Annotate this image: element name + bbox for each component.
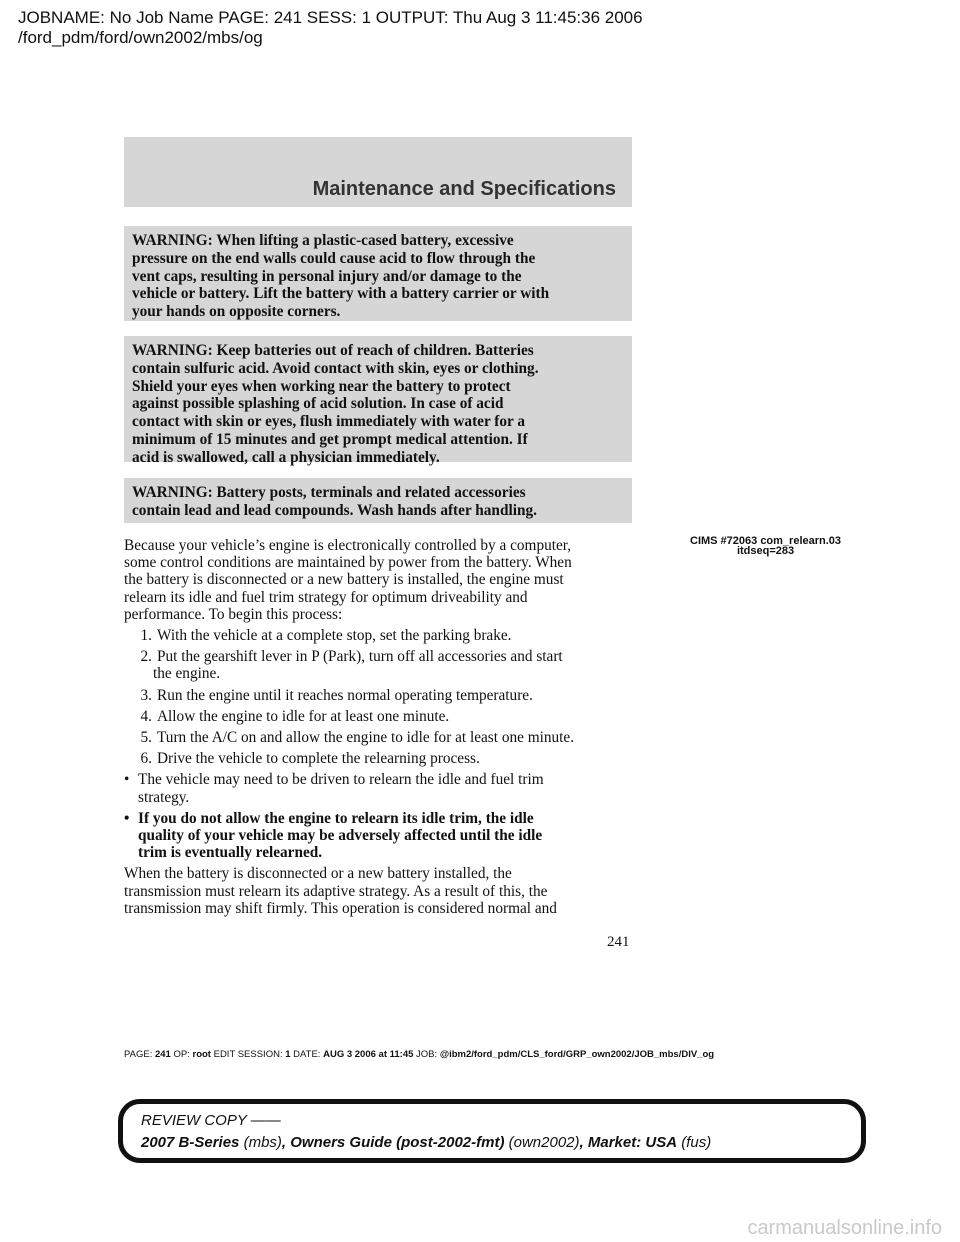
review-market-label: , Market:	[579, 1134, 642, 1151]
bullet-text-cont: quality of your vehicle may be adversely affected until the idle	[138, 827, 543, 845]
cims-line2: itdseq=283	[736, 545, 795, 557]
step-number: 3.	[140, 686, 152, 704]
job-header	[18, 8, 643, 48]
bullet-item	[124, 771, 644, 788]
review-market: USA	[645, 1134, 678, 1151]
review-copy-label: REVIEW COPY ——	[141, 1112, 281, 1129]
intro-line: the battery is disconnected or a new battery is installed, the engine must	[124, 571, 564, 589]
bullet-text-cont: strategy.	[138, 788, 190, 806]
review-model: 2007 B-Series	[141, 1134, 240, 1151]
warning-line: your hands on opposite corners.	[132, 303, 341, 321]
step-number: 5.	[140, 729, 152, 747]
bullet-text-cont: trim is eventually relearned.	[138, 844, 323, 862]
section-header	[124, 137, 632, 207]
warning-line: WARNING: Battery posts, terminals and related accessories	[132, 484, 526, 501]
footer-metadata	[124, 1049, 714, 1060]
footer-op-value: root	[192, 1049, 211, 1060]
step-text: With the vehicle at a complete stop, set the parking brake.	[157, 627, 512, 645]
intro-line: Because your vehicle’s engine is electronically controlled by a computer,	[124, 537, 572, 554]
job-header-line1: JOBNAME: No Job Name PAGE: 241 SESS: 1 OUTPUT: Thu Aug 3 11:45:36 2006	[18, 8, 643, 27]
review-copy-box	[118, 1099, 866, 1163]
step-item	[124, 750, 644, 767]
review-copy-details	[141, 1134, 711, 1151]
closing-line: transmission may shift firmly. This operation is considered normal and	[124, 899, 557, 917]
closing-line: When the battery is disconnected or a new battery installed, the	[124, 865, 512, 883]
step-number: 6.	[140, 750, 152, 768]
warning-line: against possible splashing of acid solution. In case of acid	[132, 395, 504, 413]
warning-line: acid is swallowed, call a physician immediately.	[132, 448, 440, 466]
step-text: Put the gearshift lever in P (Park), turn off all accessories and start	[157, 648, 563, 666]
review-market-code: (fus)	[681, 1134, 712, 1151]
page-number: 241	[607, 934, 630, 950]
bullet-glyph: •	[124, 771, 130, 789]
step-text: Allow the engine to idle for at least one minute.	[157, 707, 450, 725]
warning-line: minimum of 15 minutes and get prompt medical attention. If	[132, 430, 528, 448]
step-number: 4.	[140, 707, 152, 725]
step-number: 1.	[140, 627, 152, 645]
closing-line: transmission must relearn its adaptive strategy. As a result of this, the	[124, 882, 548, 900]
footer-date-label: DATE:	[293, 1049, 321, 1060]
review-guide: Owners Guide (post-2002-fmt)	[290, 1134, 505, 1151]
footer-session-label: EDIT SESSION:	[213, 1049, 283, 1060]
warning-line: vent caps, resulting in personal injury and/or damage to the	[132, 267, 522, 285]
footer-page-value: 241	[154, 1049, 171, 1060]
warning-box-lead	[124, 478, 632, 523]
intro-line: relearn its idle and fuel trim strategy for optimum driveability and	[124, 588, 528, 606]
step-item	[124, 687, 644, 704]
step-number: 2.	[140, 648, 152, 666]
step-item	[124, 648, 644, 665]
warning-box-lifting	[124, 226, 632, 321]
warning-line: WARNING: When lifting a plastic-cased battery, excessive	[132, 232, 514, 249]
body-text	[124, 537, 644, 917]
review-guide-code: (own2002)	[508, 1134, 580, 1151]
warning-line: contain lead and lead compounds. Wash hands after handling.	[132, 501, 537, 519]
warning-line: pressure on the end walls could cause acid to flow through the	[132, 249, 536, 267]
warning-line: contain sulfuric acid. Avoid contact with skin, eyes or clothing.	[132, 359, 539, 377]
step-item	[124, 729, 644, 746]
step-text-cont: the engine.	[153, 665, 221, 683]
bullet-glyph: •	[124, 809, 130, 827]
warning-box-children	[124, 336, 632, 466]
warning-line: Shield your eyes when working near the battery to protect	[132, 377, 511, 395]
footer-job-label: JOB:	[416, 1049, 438, 1060]
warning-line: vehicle or battery. Lift the battery with a battery carrier or with	[132, 285, 550, 303]
cims-line1: CIMS #72063 com_relearn.03	[690, 535, 842, 547]
step-item	[124, 627, 644, 644]
bullet-text: If you do not allow the engine to relearn its idle trim, the idle	[138, 809, 534, 827]
intro-line: some control conditions are maintained by power from the battery. When	[124, 554, 572, 572]
footer-op-label: OP:	[173, 1049, 190, 1060]
job-header-line2: /ford_pdm/ford/own2002/mbs/og	[18, 28, 263, 47]
bullet-text: The vehicle may need to be driven to relearn the idle and fuel trim	[138, 771, 544, 789]
watermark: carmanualsonline.info	[747, 1217, 942, 1239]
step-text: Turn the A/C on and allow the engine to idle for at least one minute.	[157, 729, 575, 747]
bullet-item	[124, 810, 644, 827]
cims-reference	[690, 536, 841, 556]
step-text: Run the engine until it reaches normal operating temperature.	[157, 686, 533, 704]
warning-line: contact with skin or eyes, flush immediately with water for a	[132, 413, 526, 431]
review-model-code: (mbs)	[243, 1134, 282, 1151]
step-text: Drive the vehicle to complete the relearning process.	[157, 750, 480, 768]
footer-date-value: AUG 3 2006 at 11:45	[323, 1049, 414, 1060]
section-title: Maintenance and Specifications	[312, 178, 616, 200]
review-comma: ,	[281, 1134, 287, 1151]
step-item	[124, 708, 644, 725]
footer-session-value: 1	[285, 1049, 291, 1060]
warning-line: WARNING: Keep batteries out of reach of children. Batteries	[132, 342, 534, 359]
footer-page-label: PAGE:	[124, 1049, 153, 1060]
footer-job-value: @ibm2/ford_pdm/CLS_ford/GRP_own2002/JOB_mbs/DIV_og	[439, 1049, 715, 1060]
intro-line: performance. To begin this process:	[124, 605, 343, 623]
